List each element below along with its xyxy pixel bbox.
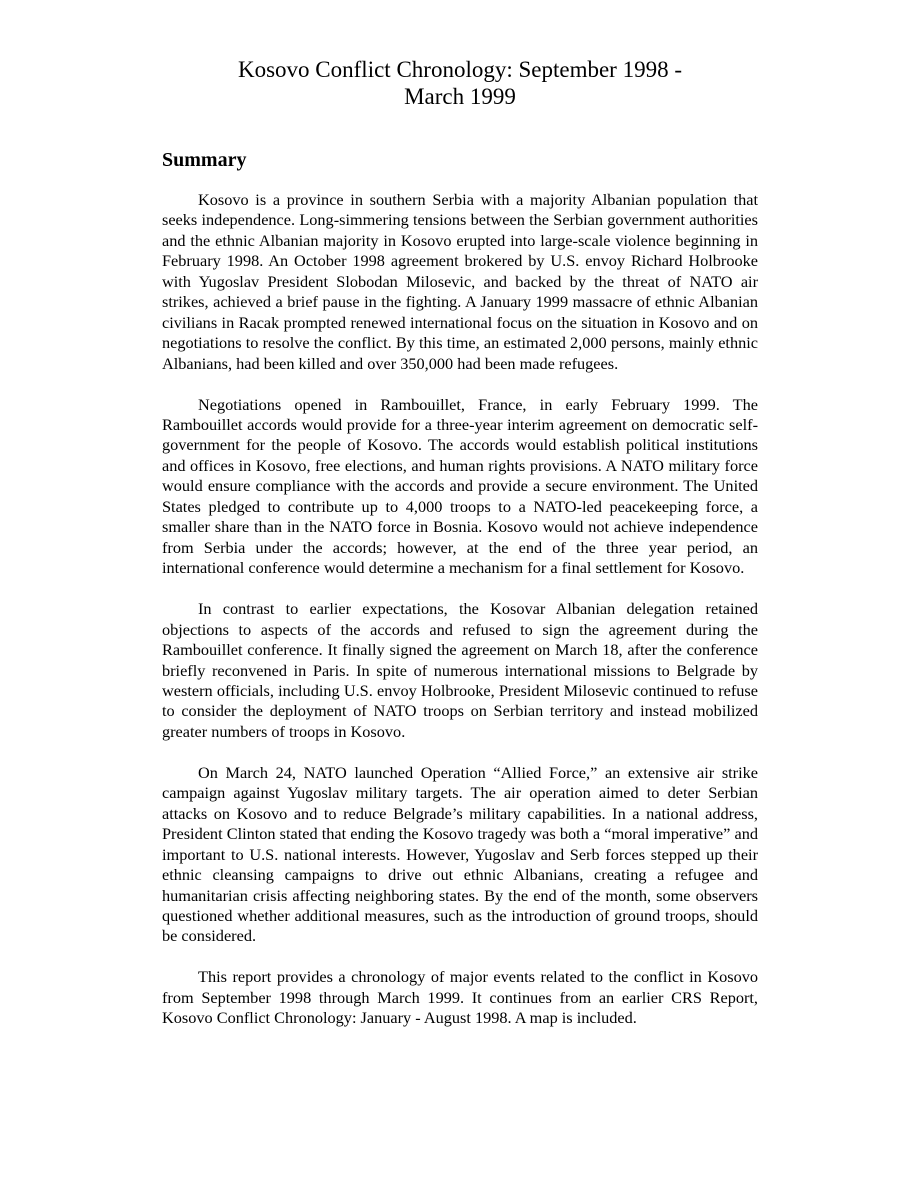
- summary-paragraph-2: Negotiations opened in Rambouillet, France, in early February 1999. The Rambouillet accords would provide for a three-year interim agreement on democratic self-government for the people of Kosovo. The accords would establish political institutions and offices in Kosovo, free elections, and human rights provisions. A NATO military force would ensure compliance with the accords and provide a secure environment. The United States pledged to contribute up to 4,000 troops to a NATO-led peacekeeping force, a smaller share than in the NATO force in Bosnia. Kosovo would not achieve independence from Serbia under the accords; however, at the end of the three year period, an international conference would determine a mechanism for a final settlement for Kosovo.: [162, 394, 758, 578]
- summary-paragraph-3: In contrast to earlier expectations, the Kosovar Albanian delegation retained objections to aspects of the accords and refused to sign the agreement during the Rambouillet conference. It finally signed the agreement on March 18, after the conference briefly reconvened in Paris. In spite of numerous international missions to Belgrade by western officials, including U.S. envoy Holbrooke, President Milosevic continued to refuse to consider the deployment of NATO troops on Serbian territory and instead mobilized greater numbers of troops in Kosovo.: [162, 599, 758, 741]
- title-line-1: Kosovo Conflict Chronology: September 1998 -: [238, 57, 682, 82]
- summary-paragraph-5: This report provides a chronology of major events related to the conflict in Kosovo from September 1998 through March 1999. It continues from an earlier CRS Report, Kosovo Conflict Chronology: January - August 1998. A map is included.: [162, 967, 758, 1028]
- document-page: [162, 56, 758, 1029]
- summary-heading: Summary: [162, 149, 247, 171]
- title-line-2: March 1999: [404, 84, 516, 109]
- document-title: [162, 56, 758, 110]
- summary-paragraph-4: On March 24, NATO launched Operation “Allied Force,” an extensive air strike campaign against Yugoslav military targets. The air operation aimed to deter Serbian attacks on Kosovo and to reduce Belgrade’s military capabilities. In a national address, President Clinton stated that ending the Kosovo tragedy was both a “moral imperative” and important to U.S. national interests. However, Yugoslav and Serb forces stepped up their ethnic cleansing campaigns to drive out ethnic Albanians, creating a refugee and humanitarian crisis affecting neighboring states. By the end of the month, some observers questioned whether additional measures, such as the introduction of ground troops, should be considered.: [162, 762, 758, 946]
- summary-paragraph-1: Kosovo is a province in southern Serbia with a majority Albanian population that seeks independence. Long-simmering tensions between the Serbian government authorities and the ethnic Albanian majority in Kosovo erupted into large-scale violence beginning in February 1998. An October 1998 agreement brokered by U.S. envoy Richard Holbrooke with Yugoslav President Slobodan Milosevic, and backed by the threat of NATO air strikes, achieved a brief pause in the fighting. A January 1999 massacre of ethnic Albanian civilians in Racak prompted renewed international focus on the situation in Kosovo and on negotiations to resolve the conflict. By this time, an estimated 2,000 persons, mainly ethnic Albanians, had been killed and over 350,000 had been made refugees.: [162, 190, 758, 373]
